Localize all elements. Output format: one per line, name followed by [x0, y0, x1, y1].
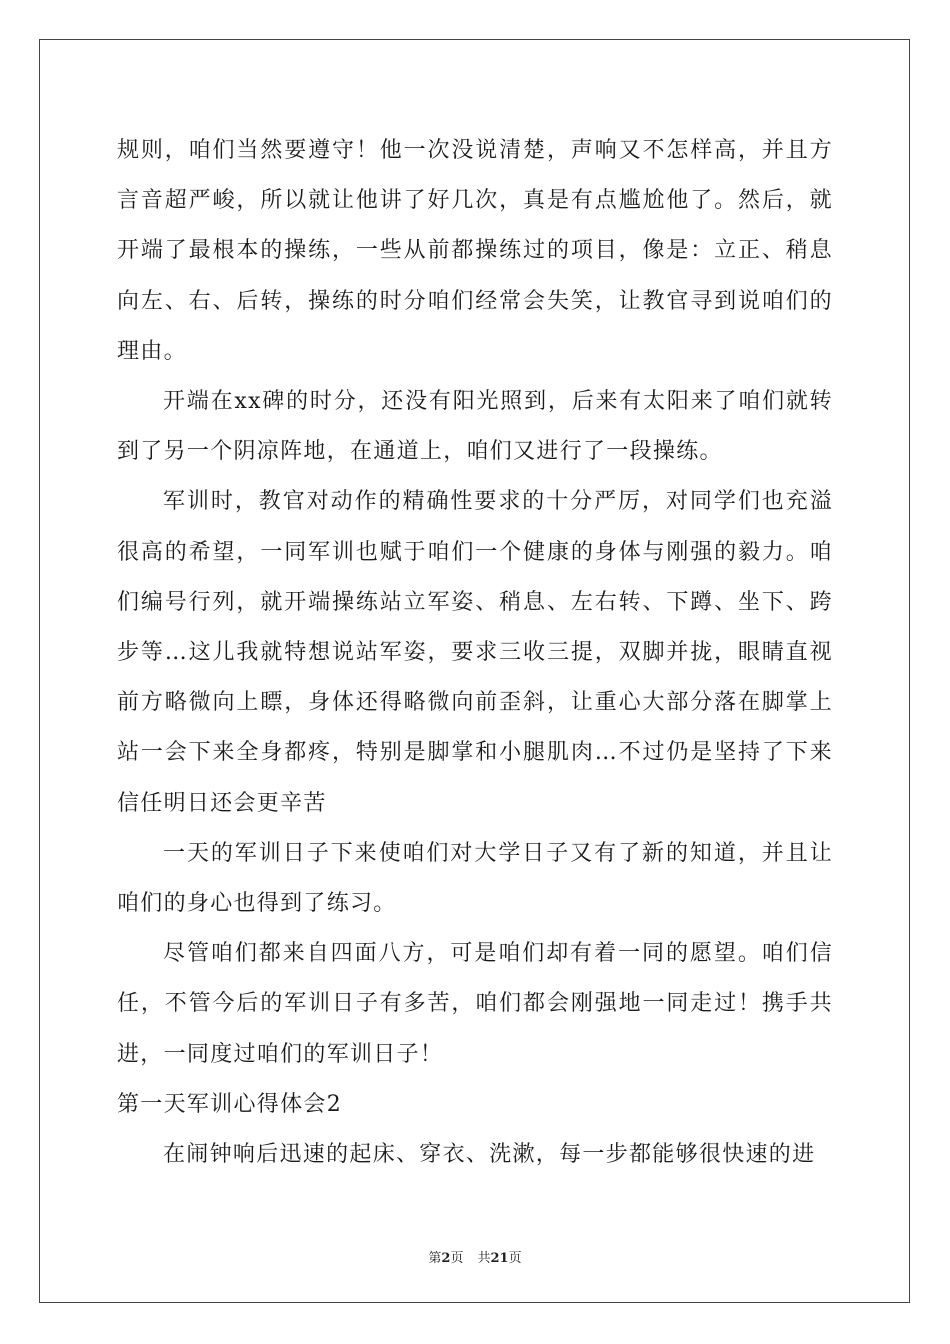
page-number-suffix: 页 — [450, 1251, 464, 1266]
paragraph-3: 军训时，教官对动作的精确性要求的十分严厉，对同学们也充溢很高的希望，一同军训也赋于咱们一个健康的身体与刚强的毅力。咱们编号行列，就开端操练站立军姿、稍息、左右转、下蹲、坐下、跨步等…这儿我就特想说站军姿，要求三收三提，双脚并拢，眼睛直视前方略微向上瞟，身体还得略微向前歪斜，让重心大部分落在脚掌上站一会下来全身都疼，特别是脚掌和小腿肌肉…不过仍是坚持了下来信任明日还会更辛苦 — [117, 489, 833, 816]
total-pages-prefix: 共 — [477, 1251, 491, 1266]
paragraph-4: 一天的军训日子下来使咱们对大学日子又有了新的知道，并且让咱们的身心也得到了练习。 — [117, 840, 833, 917]
page-footer — [0, 1247, 950, 1266]
paragraph-5: 尽管咱们都来自四面八方，可是咱们却有着一同的愿望。咱们信任，不管今后的军训日子有多苦，咱们都会刚强地一同走过！携手共进，一同度过咱们的军训日子！ — [117, 941, 833, 1067]
paragraph-1: 规则，咱们当然要遵守！他一次没说清楚，声响又不怎样高，并且方言音超严峻，所以就让他讲了好几次，真是有点尴尬他了。然后，就开端了最根本的操练，一些从前都操练过的项目，像是：立正、稍息向左、右、后转，操练的时分咱们经常会失笑，让教官寻到说咱们的理由。 — [117, 138, 833, 364]
current-page-number: 2 — [441, 1251, 451, 1266]
page-number-prefix: 第 — [428, 1251, 442, 1266]
paragraph-6: 在闹钟响后迅速的起床、穿衣、洗漱，每一步都能够很快速的进 — [163, 1142, 816, 1168]
total-pages-suffix: 页 — [508, 1251, 522, 1266]
section-heading: 第一天军训心得体会2 — [117, 1091, 342, 1117]
total-page-count: 21 — [490, 1251, 509, 1266]
document-body — [117, 126, 833, 1180]
paragraph-2: 开端在xx碑的时分，还没有阳光照到，后来有太阳来了咱们就转到了另一个阴凉阵地，在通道上，咱们又进行了一段操练。 — [117, 389, 833, 465]
